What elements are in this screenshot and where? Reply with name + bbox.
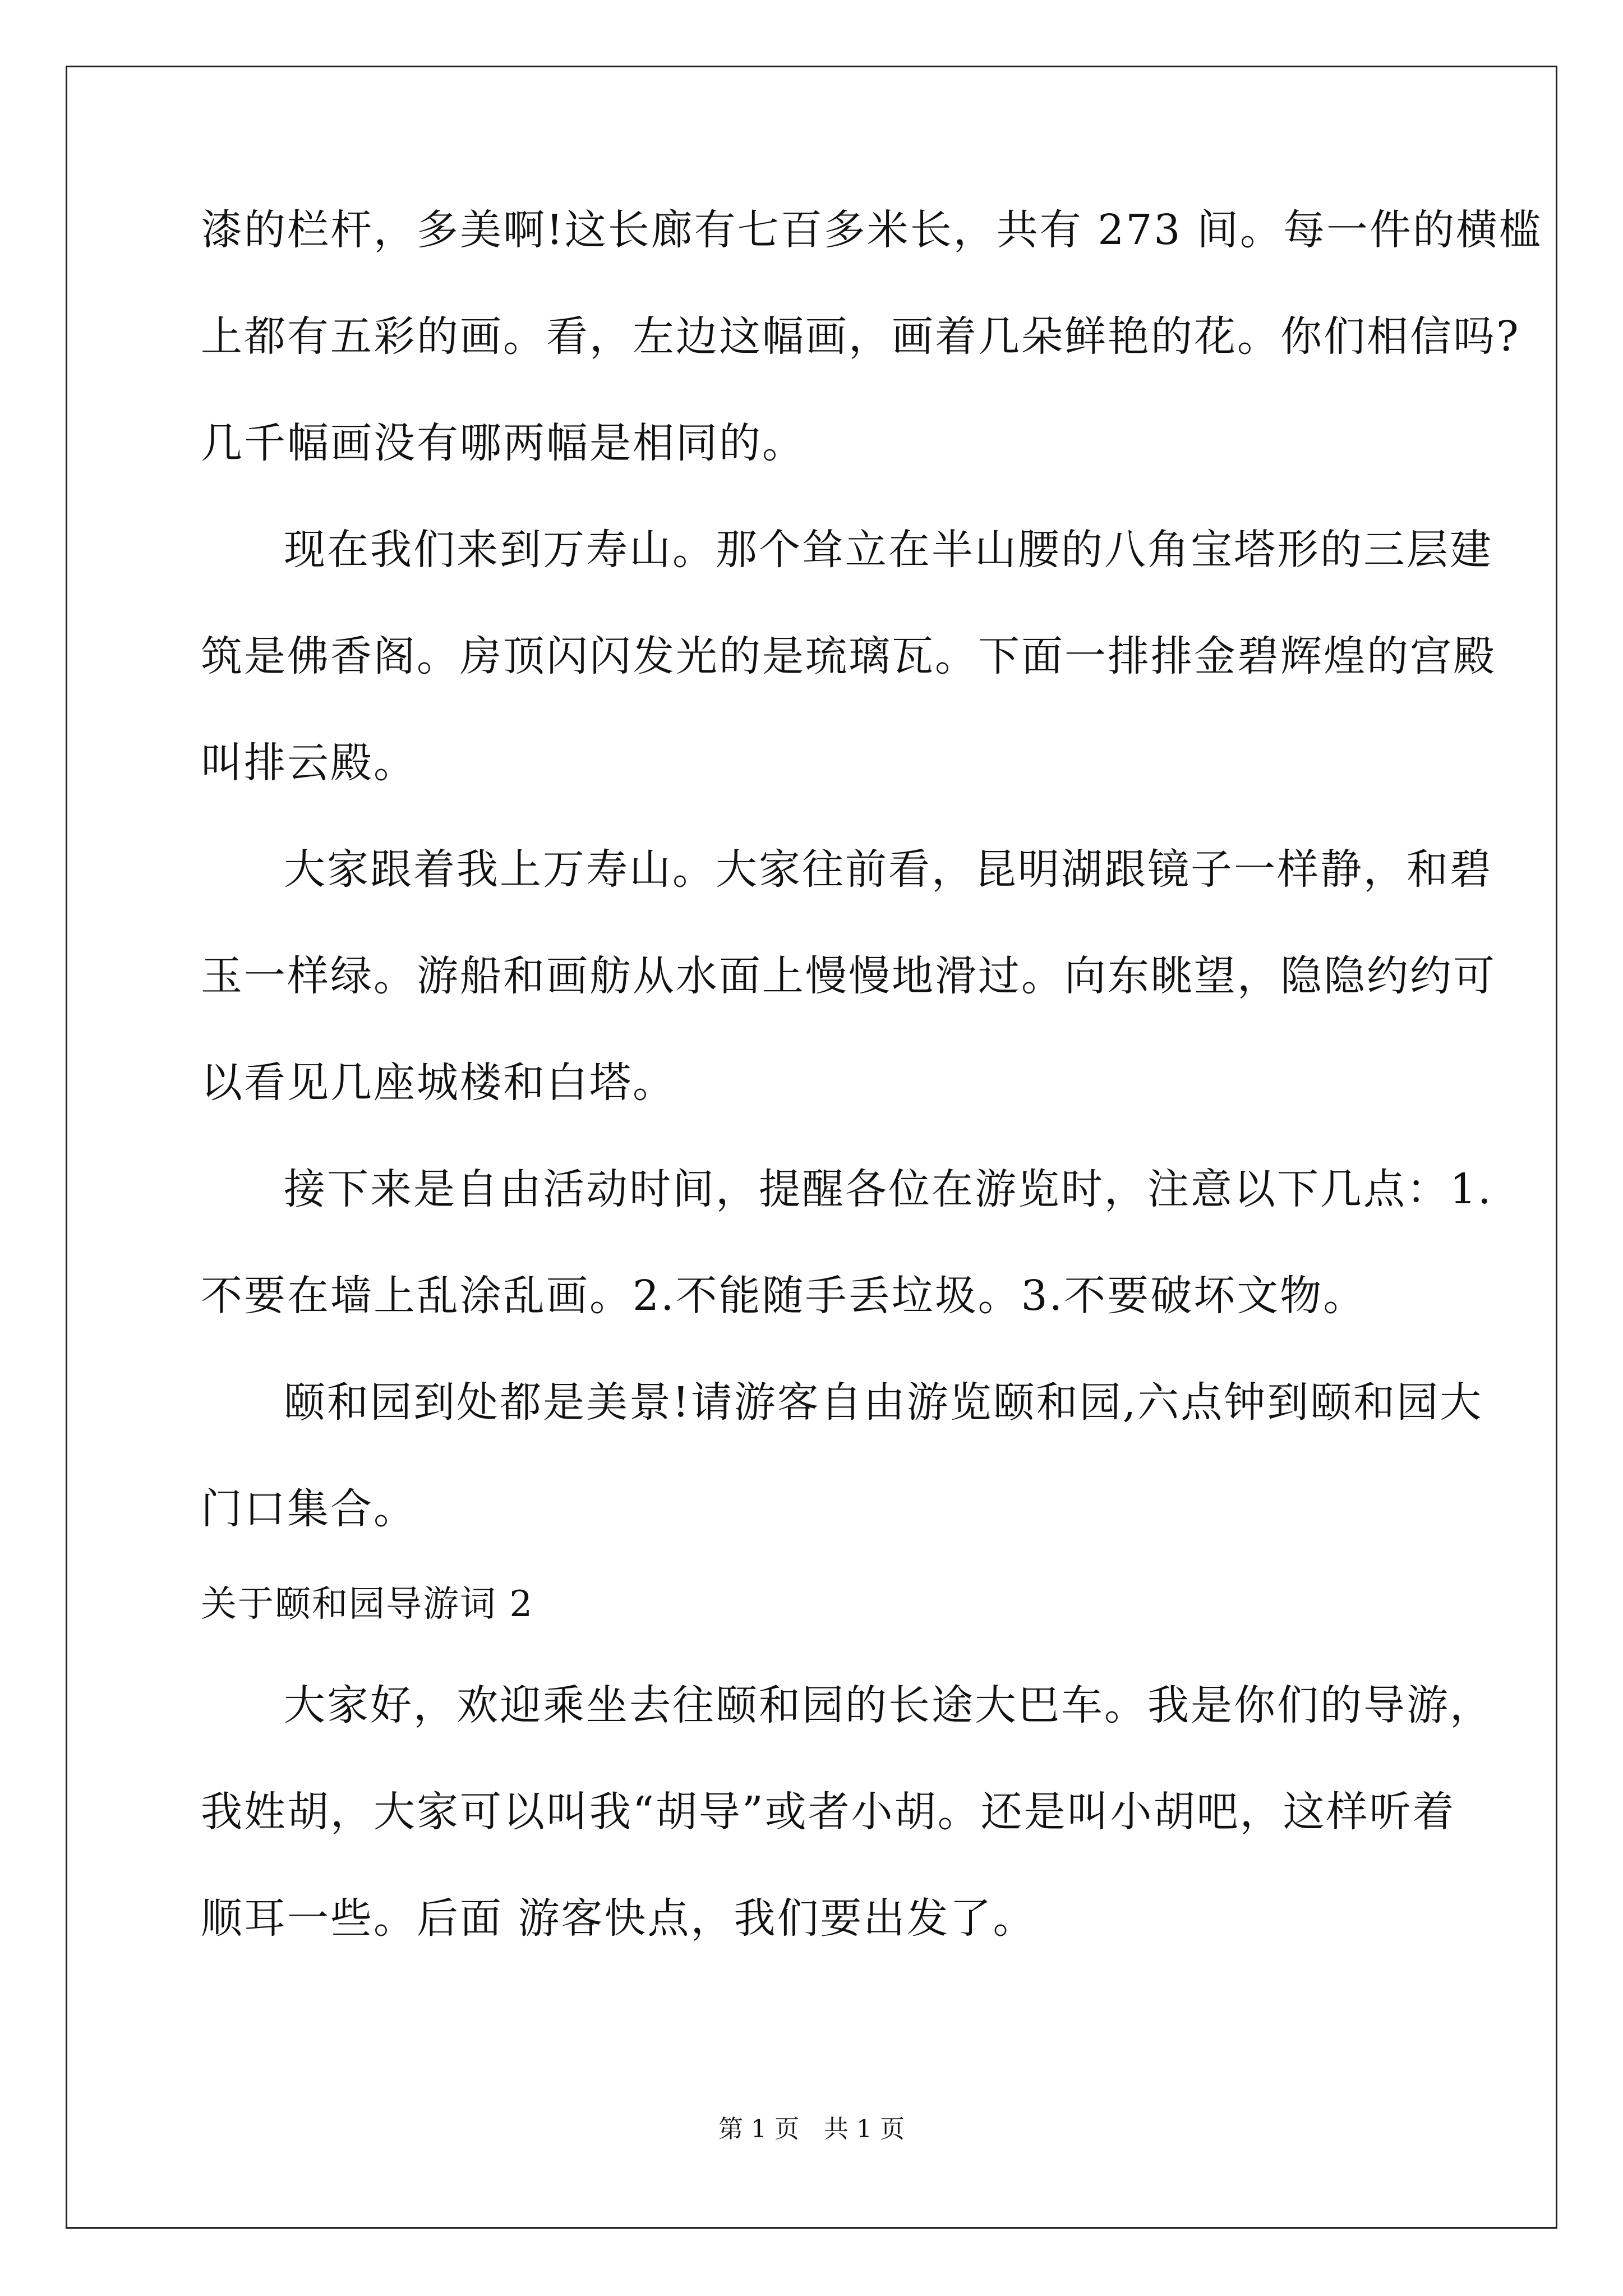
paragraph-line: 现在我们来到万寿山。那个耸立在半山腰的八角宝塔形的三层建 bbox=[284, 526, 1493, 574]
paragraph-line: 门口集合。 bbox=[201, 1485, 417, 1533]
paragraph-line: 筑是佛香阁。房顶闪闪发光的是琉璃瓦。下面一排排金碧辉煌的宫殿 bbox=[201, 632, 1496, 680]
paragraph-line: 大家跟着我上万寿山。大家往前看，昆明湖跟镜子一样静，和碧 bbox=[284, 845, 1493, 894]
paragraph-line: 大家好，欢迎乘坐去往颐和园的长途大巴车。我是你们的导游， bbox=[284, 1681, 1493, 1729]
paragraph-line: 顺耳一些。后面 游客快点，我们要出发了。 bbox=[201, 1894, 1036, 1943]
paragraph-line: 我姓胡，大家可以叫我“胡导”或者小胡。还是叫小胡吧，这样听着 bbox=[201, 1788, 1456, 1836]
paragraph-line: 颐和园到处都是美景!请游客自由游览颐和园,六点钟到颐和园大 bbox=[284, 1378, 1483, 1427]
paragraph-line: 接下来是自由活动时间，提醒各位在游览时，注意以下几点：1. bbox=[284, 1165, 1493, 1213]
paragraph-line: 玉一样绿。游船和画舫从水面上慢慢地滑过。向东眺望，隐隐约约可 bbox=[201, 952, 1496, 1000]
paragraph-line: 以看见几座城楼和白塔。 bbox=[201, 1059, 676, 1107]
paragraph-line: 漆的栏杆，多美啊!这长廊有七百多米长，共有 273 间。每一件的横槛 bbox=[201, 206, 1543, 254]
paragraph-line: 叫排云殿。 bbox=[201, 739, 417, 787]
section-heading: 关于颐和园导游词 2 bbox=[201, 1584, 534, 1625]
page-number-footer: 第 1 页 共 1 页 bbox=[718, 2115, 905, 2143]
paragraph-line: 上都有五彩的画。看，左边这幅画，画着几朵鲜艳的花。你们相信吗? bbox=[201, 312, 1520, 361]
paragraph-line: 几千幅画没有哪两幅是相同的。 bbox=[201, 419, 805, 467]
paragraph-line: 不要在墙上乱涂乱画。2.不能随手丢垃圾。3.不要破坏文物。 bbox=[201, 1272, 1367, 1320]
